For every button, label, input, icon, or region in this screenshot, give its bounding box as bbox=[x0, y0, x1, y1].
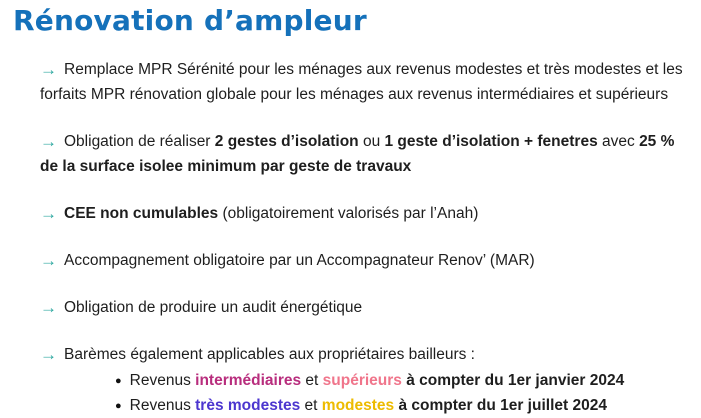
text-segment: à compter du 1er juillet 2024 bbox=[394, 397, 607, 414]
text-segment: Revenus bbox=[129, 397, 196, 414]
text-segment: Revenus bbox=[129, 372, 196, 389]
text-segment: très modestes bbox=[195, 397, 301, 414]
text-segment: modestes bbox=[321, 397, 395, 414]
sub-bullet-item bbox=[40, 394, 692, 418]
sub-bullet-item bbox=[40, 369, 692, 394]
text-segment: intermédiaires bbox=[195, 372, 302, 389]
arrow-icon: → bbox=[40, 131, 57, 151]
text-segment: Remplace MPR Sérénité pour les ménages aux revenus modestes et très modestes et les forfaits MPR rénovation globale pour les ménages aux revenus intermédiaires et supérieurs bbox=[40, 61, 687, 103]
text-segment: Obligation de réaliser bbox=[64, 133, 215, 150]
text-segment: et bbox=[300, 397, 322, 414]
slide-title: Rénovation d’ampleur bbox=[13, 4, 367, 37]
bullet-item bbox=[40, 341, 692, 418]
text-segment: 25 % de la surface isolee minimum par geste de travaux bbox=[40, 133, 679, 175]
text-segment: Barèmes également applicables aux propriétaires bailleurs : bbox=[64, 346, 475, 363]
text-segment: et bbox=[301, 372, 323, 389]
text-segment: à compter du 1er janvier 2024 bbox=[401, 372, 625, 389]
dot-icon: ● bbox=[115, 399, 122, 412]
arrow-icon: → bbox=[40, 203, 57, 223]
arrow-icon: → bbox=[40, 344, 57, 364]
bullet-item bbox=[40, 247, 692, 273]
text-segment: Accompagnement obligatoire par un Accompagnateur Renov’ (MAR) bbox=[64, 252, 535, 269]
text-segment: 1 geste d’isolation + fenetres bbox=[384, 133, 598, 150]
text-segment: CEE non cumulables bbox=[64, 205, 219, 222]
bullet-item bbox=[40, 294, 692, 320]
text-segment: Obligation de produire un audit énergétique bbox=[64, 299, 363, 316]
text-segment: ou bbox=[358, 133, 385, 150]
arrow-icon: → bbox=[40, 250, 57, 270]
text-segment: supérieurs bbox=[322, 372, 402, 389]
bullet-item bbox=[40, 200, 692, 226]
text-segment: (obligatoirement valorisés par l’Anah) bbox=[218, 205, 479, 222]
text-segment: avec bbox=[597, 133, 640, 150]
bullet-item bbox=[40, 56, 692, 107]
text-segment: 2 gestes d’isolation bbox=[214, 133, 359, 150]
bullet-line bbox=[40, 341, 692, 367]
dot-icon: ● bbox=[115, 374, 122, 387]
bullet-list bbox=[40, 56, 692, 418]
arrow-icon: → bbox=[40, 297, 57, 317]
bullet-item bbox=[40, 128, 692, 179]
arrow-icon: → bbox=[40, 59, 57, 79]
